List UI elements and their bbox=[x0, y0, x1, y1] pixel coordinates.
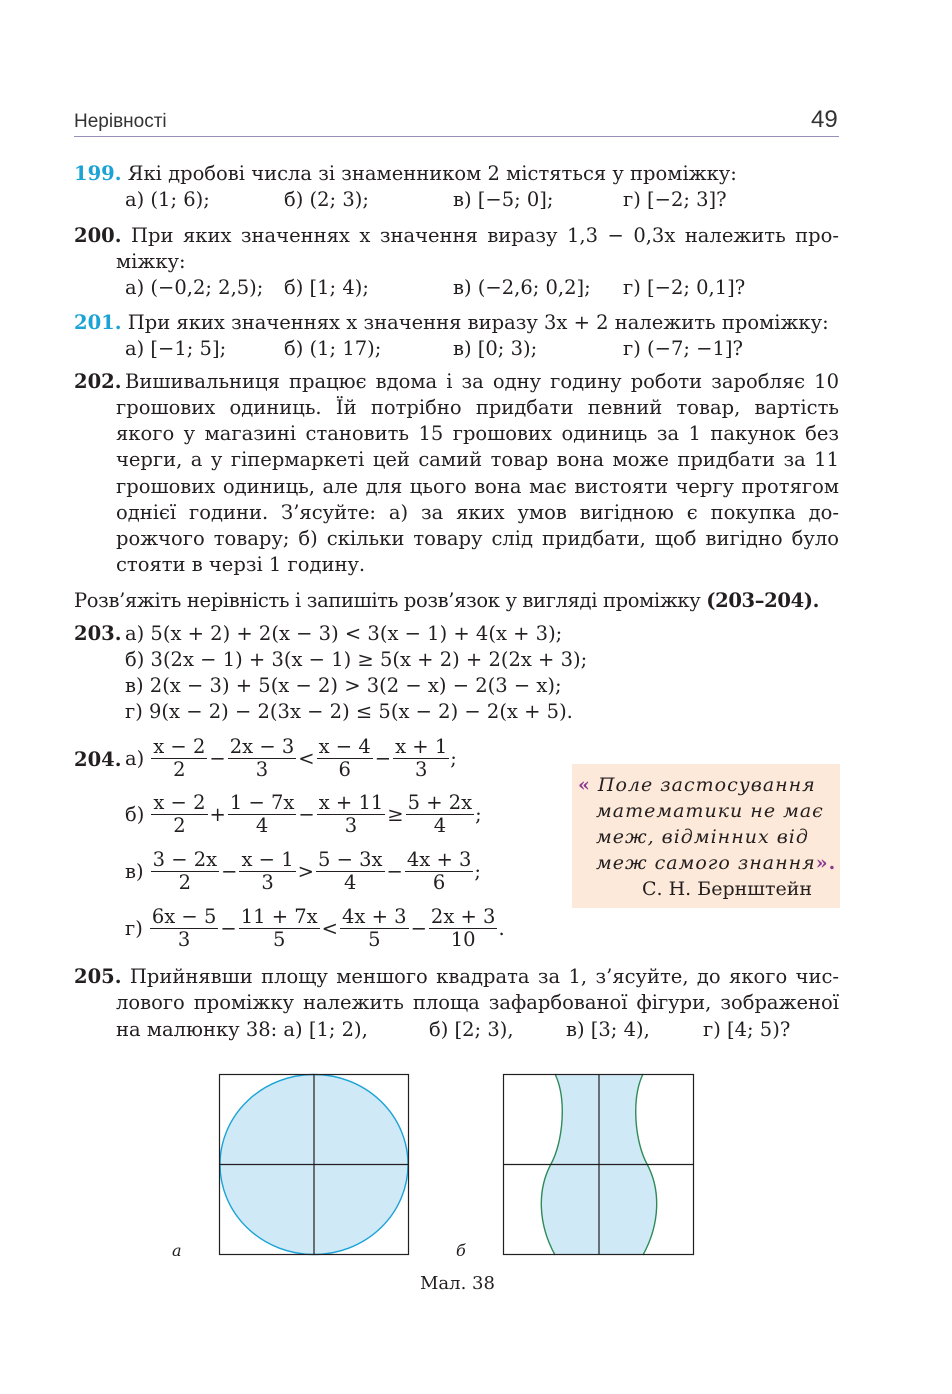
problem-204-item-d bbox=[125, 906, 505, 951]
problem-203-item-b: б) 3(2x − 1) + 3(x − 1) ≥ 5(x + 2) + 2(2x + 3); bbox=[125, 648, 588, 671]
figure-a-circle-in-square bbox=[219, 1074, 409, 1255]
problem-201-text: При яких значеннях x значення виразу 3x + 2 належить проміжку: bbox=[127, 311, 829, 334]
problem-201-option-b: б) (1; 17); bbox=[284, 337, 382, 360]
operator: − bbox=[374, 747, 392, 770]
problem-205-number: 205. bbox=[74, 965, 122, 988]
problem-201-statement bbox=[74, 311, 829, 335]
item-label: б) bbox=[125, 803, 145, 826]
problem-200-option-d: г) [−2; 0,1]? bbox=[623, 276, 746, 299]
terminator: ; bbox=[450, 747, 457, 770]
operator: − bbox=[220, 917, 237, 940]
quote-line: математики не має bbox=[596, 800, 824, 822]
quote-close-mark: ». bbox=[815, 852, 837, 874]
operator: − bbox=[221, 860, 238, 883]
problem-202-line: рожчого товару; б) скільки товару слід придбати, щоб вигідно було bbox=[116, 527, 839, 550]
problem-204-item-b bbox=[125, 792, 482, 837]
problem-200-number: 200. bbox=[74, 224, 122, 247]
fraction: $\frac{x + 11}{3}$ bbox=[318, 791, 384, 837]
problem-201-option-c: в) [0; 3); bbox=[453, 337, 538, 360]
problem-205-option-c: в) [3; 4), bbox=[566, 1018, 650, 1041]
problem-200-option-b: б) [1; 4); bbox=[284, 276, 369, 299]
quote-author: С. Н. Бернштейн bbox=[642, 878, 813, 900]
problem-202-number: 202. bbox=[74, 370, 122, 393]
operator: − bbox=[386, 860, 403, 883]
item-label: а) bbox=[125, 747, 145, 770]
fraction: $\frac{2x + 3}{10}$ bbox=[430, 905, 496, 951]
problem-203-item-d: г) 9(x − 2) − 2(3x − 2) ≤ 5(x − 2) − 2(x + 5). bbox=[125, 700, 573, 723]
problem-199-option-d: г) [−2; 3]? bbox=[623, 188, 727, 211]
quote-line: меж, відмінних від bbox=[596, 826, 809, 848]
relation: < bbox=[321, 917, 339, 940]
problem-200-option-c: в) (−2,6; 0,2]; bbox=[453, 276, 591, 299]
figure-b-vase-in-square bbox=[503, 1074, 694, 1255]
problem-201-number: 201. bbox=[74, 311, 122, 334]
operator: + bbox=[209, 803, 226, 826]
problem-203-number: 203. bbox=[74, 622, 122, 645]
quote-line: меж самого знання». bbox=[596, 852, 837, 874]
problem-204-number: 204. bbox=[74, 748, 122, 771]
fraction: $\frac{5 - 3x}{4}$ bbox=[317, 848, 383, 894]
instruction-range: (203–204). bbox=[706, 589, 820, 612]
fraction: $\frac{x - 1}{3}$ bbox=[241, 848, 294, 894]
item-label: в) bbox=[125, 860, 144, 883]
relation: > bbox=[297, 860, 314, 883]
problem-204-item-a bbox=[125, 736, 457, 781]
problem-199-option-a: а) (1; 6); bbox=[125, 188, 210, 211]
header-rule bbox=[74, 136, 839, 137]
terminator: ; bbox=[475, 803, 482, 826]
problem-202-line: черги, а у гіпермаркеті цей самий товар вона може придбати за 11 bbox=[116, 448, 839, 471]
problem-202-line: якого у магазині становить 15 грошових одиниць за 1 пакунок без bbox=[116, 422, 839, 445]
problem-205-statement bbox=[74, 965, 839, 989]
problem-199-option-b: б) (2; 3); bbox=[284, 188, 369, 211]
problem-202-line: Вишивальниця працює вдома і за одну годину роботи заробляє 10 bbox=[125, 370, 839, 393]
fraction: $\frac{1 - 7x}{4}$ bbox=[229, 791, 295, 837]
problem-201-option-d: г) (−7; −1]? bbox=[623, 337, 743, 360]
quote-open-mark: « bbox=[578, 774, 591, 796]
problem-205-text-line3: на малюнку 38: а) [1; 2), bbox=[116, 1018, 368, 1041]
problem-202-line: стояти в черзі 1 годину. bbox=[116, 553, 366, 576]
relation: < bbox=[298, 747, 315, 770]
section-instruction bbox=[74, 589, 819, 613]
problem-203-item-a: а) 5(x + 2) + 2(x − 3) < 3(x − 1) + 4(x + 3); bbox=[125, 622, 563, 645]
quote-line: « Поле застосування bbox=[578, 774, 816, 796]
fraction: $\frac{x + 1}{3}$ bbox=[395, 735, 448, 781]
fraction: $\frac{x - 4}{6}$ bbox=[318, 735, 371, 781]
fraction: $\frac{2x - 3}{3}$ bbox=[229, 735, 295, 781]
problem-199-number: 199. bbox=[74, 162, 122, 185]
terminator: . bbox=[498, 917, 505, 940]
problem-200-text-line2: міжку: bbox=[116, 250, 186, 273]
fraction: $\frac{5 + 2x}{4}$ bbox=[407, 791, 473, 837]
problem-200-statement bbox=[74, 224, 839, 248]
figure-caption: Мал. 38 bbox=[420, 1273, 495, 1294]
problem-202-line: однієї години. З’ясуйте: а) за яких умов вигідною є покупка до- bbox=[116, 501, 839, 524]
problem-199-text: Які дробові числа зі знаменником 2 містяться у проміжку: bbox=[127, 162, 737, 185]
item-label: г) bbox=[125, 917, 143, 940]
problem-205-option-b: б) [2; 3), bbox=[429, 1018, 514, 1041]
problem-199-statement bbox=[74, 162, 737, 186]
fraction: $\frac{x - 2}{2}$ bbox=[153, 735, 206, 781]
problem-205-option-d: г) [4; 5)? bbox=[703, 1018, 791, 1041]
instruction-text: Розв’яжіть нерівність і запишіть розв’язок у вигляді проміжку bbox=[74, 589, 707, 612]
operator: − bbox=[410, 917, 427, 940]
problem-200-option-a: а) (−0,2; 2,5); bbox=[125, 276, 264, 299]
problem-205-text-line1: Прийнявши площу меншого квадрата за 1, з’ясуйте, до якого чис- bbox=[129, 965, 840, 988]
running-header-title: Нерівності bbox=[74, 111, 167, 132]
fraction: $\frac{3 - 2x}{2}$ bbox=[152, 848, 218, 894]
problem-204-item-c bbox=[125, 849, 481, 894]
fraction: $\frac{x - 2}{2}$ bbox=[153, 791, 206, 837]
fraction: $\frac{4x + 3}{6}$ bbox=[406, 848, 472, 894]
terminator: ; bbox=[474, 860, 481, 883]
fraction: $\frac{6x - 5}{3}$ bbox=[151, 905, 217, 951]
figure-a-label: а bbox=[172, 1241, 182, 1260]
operator: − bbox=[209, 747, 226, 770]
problem-200-text-line1: При яких значеннях x значення виразу 1,3 − 0,3x належить про- bbox=[130, 224, 839, 247]
page-number: 49 bbox=[811, 106, 838, 133]
problem-205-text-line2: лового проміжку належить площа зафарбованої фігури, зображеної bbox=[116, 991, 839, 1014]
fraction: $\frac{11 + 7x}{5}$ bbox=[240, 905, 318, 951]
problem-202-line: грошових одиниць, але для цього вона має вистояти чергу протягом bbox=[116, 475, 839, 498]
problem-202-line: грошових одиниць. Їй потрібно придбати певний товар, вартість bbox=[116, 396, 839, 419]
problem-203-item-c: в) 2(x − 3) + 5(x − 2) > 3(2 − x) − 2(3 − x); bbox=[125, 674, 562, 697]
relation: ≥ bbox=[387, 803, 404, 826]
problem-199-option-c: в) [−5; 0]; bbox=[453, 188, 554, 211]
fraction: $\frac{4x + 3}{5}$ bbox=[342, 905, 407, 951]
operator: − bbox=[298, 803, 315, 826]
problem-201-option-a: а) [−1; 5]; bbox=[125, 337, 227, 360]
figure-b-label: б bbox=[456, 1241, 466, 1260]
quote-box bbox=[572, 764, 840, 908]
